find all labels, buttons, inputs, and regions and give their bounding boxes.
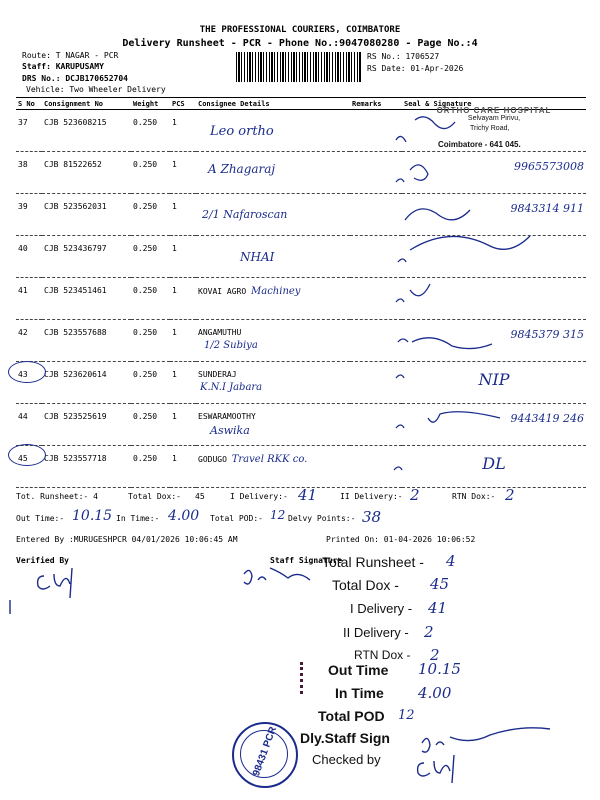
- stamp-line: Selvayam Pirivu,: [467, 115, 521, 122]
- stamp-line: ORTHO CARE HOSPITAL: [436, 106, 552, 115]
- row-pcs: 1: [170, 110, 196, 152]
- row-consignee: KOVAI AGRO Machiney: [196, 278, 350, 320]
- row-consignment: CJB 523451461: [42, 278, 131, 320]
- summary-i-delivery-value: 41: [428, 599, 448, 617]
- rs-number: RS No.: 1706527: [367, 52, 440, 61]
- stamp-line: Coimbatore - 641 045.: [438, 140, 521, 149]
- row-pcs: 1: [170, 152, 196, 194]
- row-pcs: 1: [170, 404, 196, 446]
- drs-number: DRS No.: DCJB170652704: [22, 74, 128, 83]
- signature-stroke: [396, 375, 404, 378]
- row-consignment: CJB 523525619: [42, 404, 131, 446]
- row-sno: 39: [16, 194, 42, 236]
- signature-stroke: [396, 284, 430, 302]
- handwritten-consignee: Travel RKK co.: [231, 454, 308, 465]
- row-sno: 42: [16, 320, 42, 362]
- signature-stroke: [38, 568, 72, 598]
- total-dox-value: 45: [195, 492, 205, 501]
- signature-stroke: [405, 209, 470, 220]
- row-sno: 43: [16, 362, 42, 404]
- row-consignment: CJB 523557688: [42, 320, 131, 362]
- col-pcs: PCS: [170, 98, 196, 110]
- summary-out-time: Out Time: [328, 662, 389, 678]
- row-pcs: 1: [170, 194, 196, 236]
- summary-total-dox: Total Dox -: [332, 577, 399, 593]
- summary-ii-delivery: II Delivery -: [343, 625, 409, 640]
- summary-rtn-dox: RTN Dox -: [354, 648, 411, 662]
- round-stamp-text: 98431 PCR: [250, 725, 280, 778]
- barcode: [236, 52, 362, 82]
- verified-by: Verified By: [16, 556, 69, 565]
- row-pcs: 1: [170, 320, 196, 362]
- entered-by: Entered By :MURUGESHPCR 04/01/2026 10:06:45 AM: [16, 535, 238, 544]
- handwritten-note: 9845379 315: [510, 328, 584, 341]
- signature-stroke: [410, 165, 428, 180]
- signature-stroke: [396, 412, 500, 428]
- row-consignee: [196, 194, 350, 236]
- row-consignee: [196, 110, 350, 152]
- signature-marks: [380, 110, 590, 480]
- stamp-line: Trichy Road,: [470, 125, 510, 132]
- row-pcs: 1: [170, 446, 196, 488]
- staff-label: Staff: KARUPUSAMY: [22, 62, 104, 71]
- row-sno: 38: [16, 152, 42, 194]
- row-sno: 40: [16, 236, 42, 278]
- signature-stroke: [244, 568, 310, 584]
- delvy-points-label: Delvy Points:-: [288, 514, 356, 523]
- in-time-value: 4.00: [168, 508, 200, 524]
- row-consignee: GODUGO Travel RKK co.: [196, 446, 350, 488]
- col-weight: Weight: [131, 98, 170, 110]
- stamp-dots: [300, 662, 306, 694]
- row-weight: 0.250: [131, 320, 170, 362]
- delvy-points-value: 38: [362, 508, 382, 526]
- row-consignee: SUNDERAJ K.N.I Jabara: [196, 362, 350, 404]
- row-weight: 0.250: [131, 278, 170, 320]
- i-delivery-value: 41: [298, 486, 318, 504]
- total-pod-value: 12: [270, 508, 286, 522]
- handwritten-consignee: Machiney: [251, 286, 301, 297]
- out-time-label: Out Time:-: [16, 514, 65, 523]
- total-dox-label: Total Dox:-: [128, 492, 181, 501]
- handwritten-consignee: NHAI: [240, 250, 275, 264]
- row-consignment: CJB 523608215: [42, 110, 131, 152]
- handwritten-note: NIP: [478, 370, 510, 389]
- rtn-dox-value: 2: [505, 486, 515, 504]
- summary-total-runsheet: Total Runsheet -: [322, 554, 424, 570]
- row-sno: 45: [16, 446, 42, 488]
- route-label: Route: T NAGAR - PCR: [22, 51, 119, 60]
- row-consignment: CJB 523620614: [42, 362, 131, 404]
- runsheet-title: Delivery Runsheet - PCR - Phone No.:9047080280 - Page No.:4: [122, 38, 478, 49]
- handwritten-consignee: K.N.I Jabara: [200, 382, 263, 393]
- signature-stroke: [422, 728, 550, 752]
- rtn-dox-label: RTN Dox:-: [452, 492, 496, 501]
- col-consignee: Consignee Details: [196, 98, 350, 110]
- signature-stroke: [418, 755, 454, 783]
- handwritten-note: 9965573008: [514, 160, 584, 173]
- row-weight: 0.250: [131, 194, 170, 236]
- row-consignment: CJB 523562031: [42, 194, 131, 236]
- ii-delivery-value: 2: [410, 486, 420, 504]
- row-consignee: ANGAMUTHU 1/2 Subiya: [196, 320, 350, 362]
- summary-signatures: [410, 725, 590, 785]
- handwritten-consignee: 1/2 Subiya: [204, 340, 258, 351]
- col-remarks: Remarks: [350, 98, 402, 110]
- col-sno: S No: [16, 98, 42, 110]
- ii-delivery-label: II Delivery:-: [340, 492, 403, 501]
- signature-stroke: [396, 136, 406, 142]
- row-weight: 0.250: [131, 110, 170, 152]
- row-weight: 0.250: [131, 404, 170, 446]
- row-weight: 0.250: [131, 236, 170, 278]
- summary-total-pod: Total POD: [318, 708, 385, 724]
- row-consignee: ESWARAMOOTHY Aswika: [196, 404, 350, 446]
- in-time-label: In Time:-: [116, 514, 160, 523]
- row-sno: 44: [16, 404, 42, 446]
- printed-on: Printed On: 01-04-2026 10:06:52: [326, 535, 476, 544]
- summary-checked-by: Checked by: [312, 752, 381, 767]
- handwritten-note: 9843314 911: [510, 202, 584, 215]
- summary-total-pod-value: 12: [398, 708, 415, 723]
- circle-mark: [8, 444, 46, 466]
- vehicle-label: Vehicle: Two Wheeler Delivery: [26, 85, 166, 94]
- row-pcs: 1: [170, 362, 196, 404]
- summary-ii-delivery-value: 2: [424, 623, 434, 641]
- row-pcs: 1: [170, 278, 196, 320]
- summary-total-dox-value: 45: [430, 575, 450, 593]
- tot-runsheet: Tot. Runsheet:- 4: [16, 492, 98, 501]
- out-time-value: 10.15: [72, 508, 113, 524]
- row-consignee: [196, 152, 350, 194]
- bottom-signatures: [0, 560, 320, 620]
- handwritten-consignee: 2/1 Nafaroscan: [202, 208, 288, 221]
- row-weight: 0.250: [131, 446, 170, 488]
- summary-i-delivery: I Delivery -: [350, 601, 413, 616]
- summary-rtn-dox-value: 2: [430, 646, 440, 664]
- rs-date: RS Date: 01-Apr-2026: [367, 64, 464, 73]
- signature-stroke: [396, 179, 404, 182]
- summary-dly-staff-sign: Dly.Staff Sign: [300, 730, 390, 746]
- signature-stroke: [398, 338, 492, 349]
- signature-stroke: [410, 236, 530, 250]
- total-pod-label: Total POD:-: [210, 514, 263, 523]
- company-name: THE PROFESSIONAL COURIERS, COIMBATORE: [199, 25, 401, 35]
- row-consignee: [196, 236, 350, 278]
- col-seal-signature: Seal & Signature: [402, 98, 586, 110]
- row-consignment: CJB 523557718: [42, 446, 131, 488]
- handwritten-note: DL: [482, 454, 506, 473]
- summary-out-time-value: 10.15: [418, 660, 461, 678]
- circle-mark: [8, 361, 46, 383]
- signature-stroke: [394, 467, 402, 470]
- col-consignment: Consignment No: [42, 98, 131, 110]
- handwritten-consignee: A Zhagaraj: [208, 162, 276, 176]
- row-weight: 0.250: [131, 152, 170, 194]
- signature-stroke: [415, 117, 455, 129]
- row-sno: 41: [16, 278, 42, 320]
- i-delivery-label: I Delivery:-: [230, 492, 288, 501]
- row-pcs: 1: [170, 236, 196, 278]
- summary-total-runsheet-value: 4: [446, 552, 456, 570]
- staff-signature-label: Staff Signature: [270, 556, 343, 565]
- row-weight: 0.250: [131, 362, 170, 404]
- summary-in-time-value: 4.00: [418, 684, 452, 702]
- row-sno: 37: [16, 110, 42, 152]
- signature-stroke: [398, 259, 406, 262]
- summary-in-time: In Time: [335, 685, 384, 701]
- row-consignment: CJB 81522652: [42, 152, 131, 194]
- handwritten-note: 9443419 246: [510, 412, 584, 425]
- handwritten-consignee: Aswika: [210, 424, 250, 437]
- round-stamp: [232, 722, 298, 788]
- row-consignment: CJB 523436797: [42, 236, 131, 278]
- handwritten-consignee: Leo ortho: [210, 124, 274, 139]
